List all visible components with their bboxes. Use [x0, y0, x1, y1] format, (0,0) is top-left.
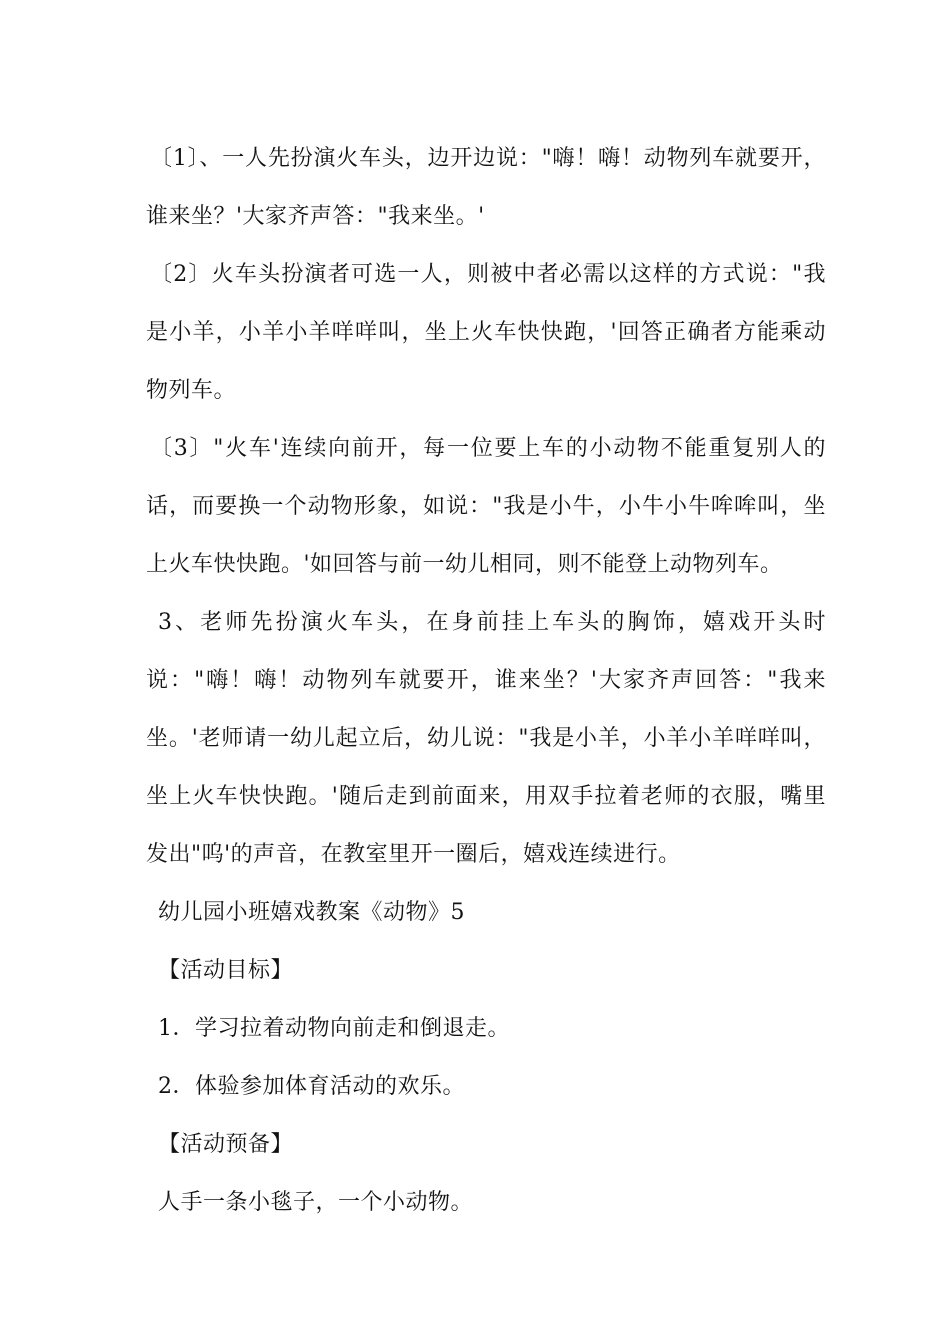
- objective-item-1: 1．学习拉着动物向前走和倒退走。: [158, 1016, 510, 1041]
- lesson-title: 幼儿园小班嬉戏教案《动物》5: [158, 900, 465, 925]
- document-body: [146, 130, 826, 1232]
- preparation-text: 人手一条小毯子，一个小动物。: [158, 1190, 474, 1215]
- paragraph-step-2: 〔2〕火车头扮演者可选一人，则被中者必需以这样的方式说："我是小羊，小羊小羊咩咩叫，坐上火车快快跑，'回答正确者方能乘动物列车。: [146, 262, 826, 403]
- paragraph-step-1: 〔1〕、一人先扮演火车头，边开边说："嗨！嗨！动物列车就要开，谁来坐？'大家齐声答："我来坐。': [146, 146, 826, 229]
- section-heading-preparation: 【活动预备】: [158, 1132, 294, 1157]
- paragraph-step-3: 〔3〕"火车'连续向前开，每一位要上车的小动物不能重复别人的话，而要换一个动物形象，如说："我是小牛，小牛小牛哞哞叫，坐上火车快快跑。'如回答与前一幼儿相同，则不能登上动物列车。: [146, 436, 826, 577]
- paragraph-teacher-demo: 3、老师先扮演火车头，在身前挂上车头的胸饰，嬉戏开头时说："嗨！嗨！动物列车就要开，谁来坐？'大家齐声回答："我来坐。'老师请一幼儿起立后，幼儿说："我是小羊，小羊小羊咩咩叫，坐上火车快快跑。'随后走到前面来，用双手拉着老师的衣服，嘴里发出"呜'的声音，在教室里开一圈后，嬉戏连续进行。: [146, 610, 826, 867]
- objective-item-2: 2．体验参加体育活动的欢乐。: [158, 1074, 465, 1099]
- section-heading-objectives: 【活动目标】: [158, 958, 294, 983]
